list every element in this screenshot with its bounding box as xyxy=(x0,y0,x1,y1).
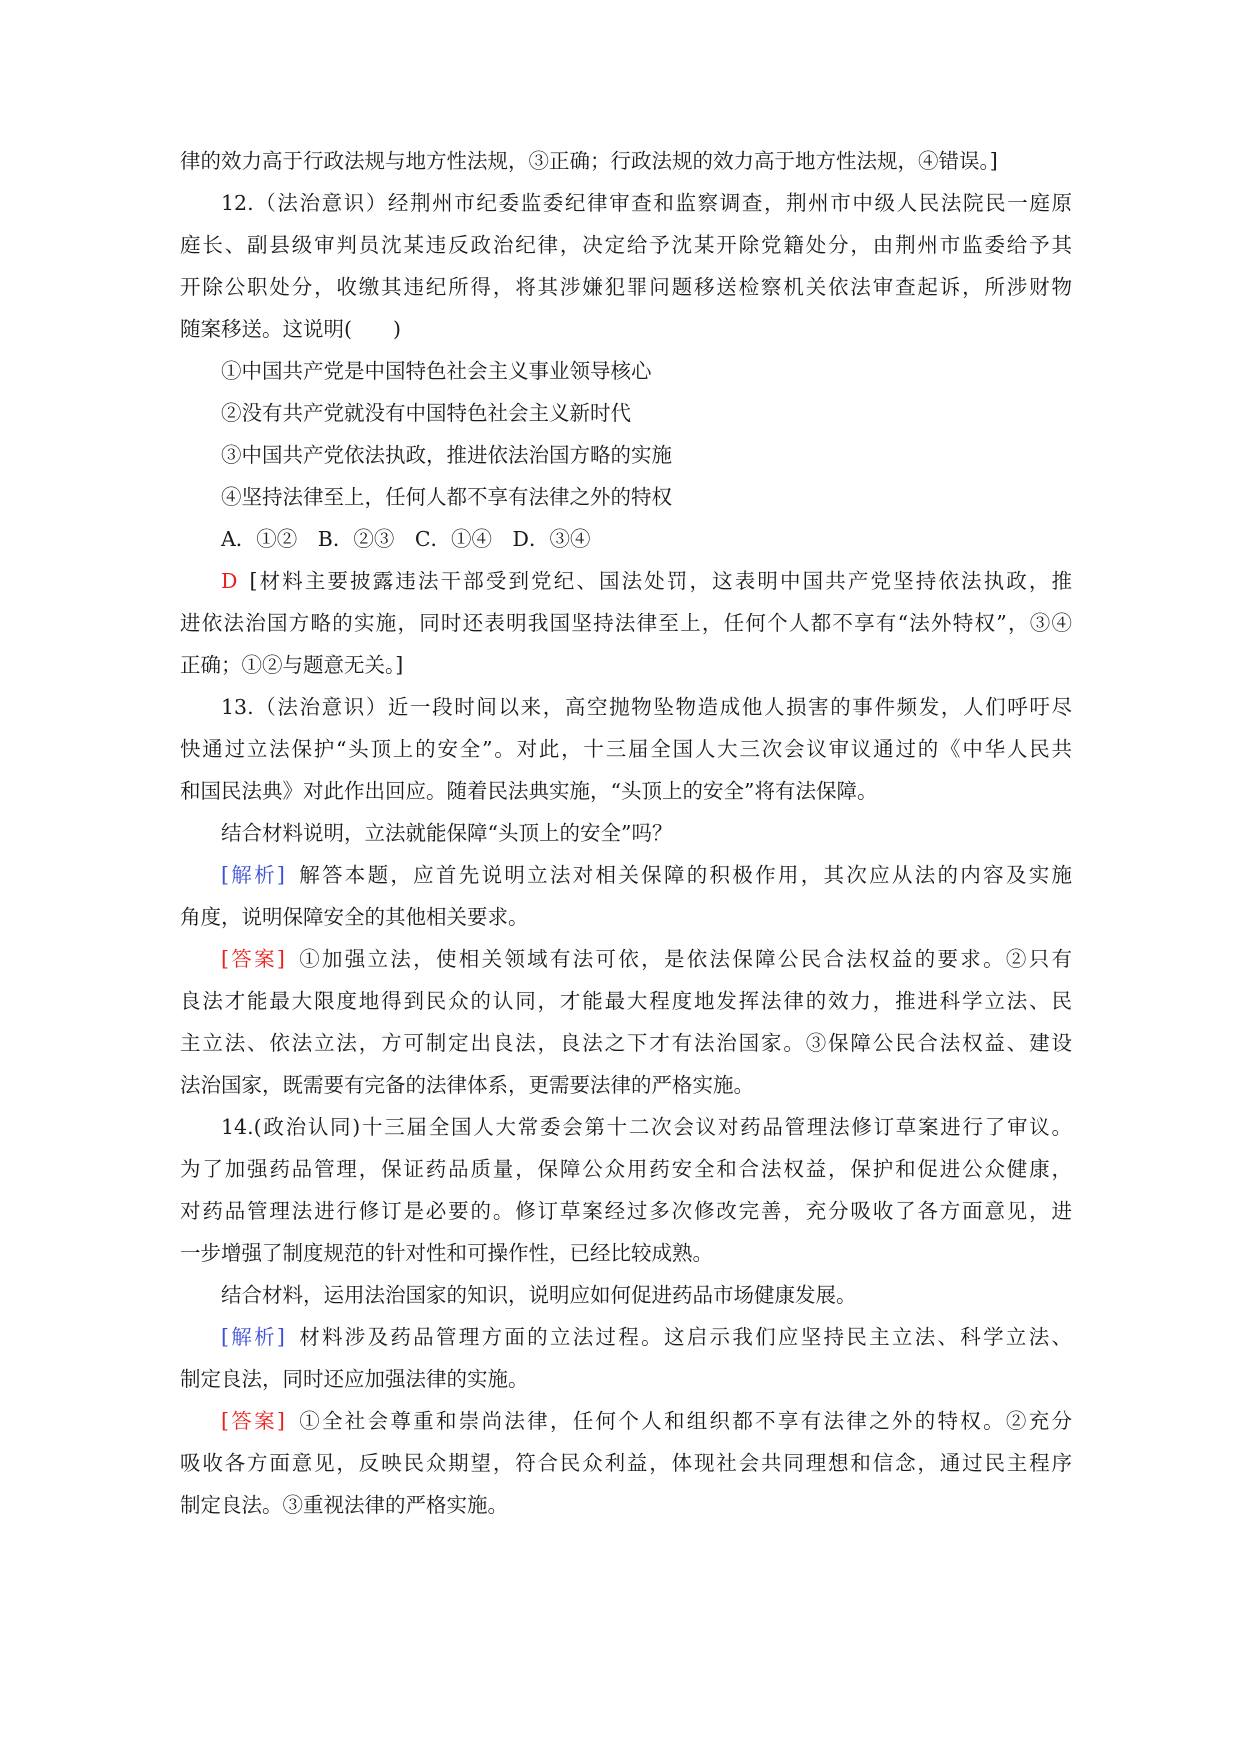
q14-answer-line-1 xyxy=(180,1400,1072,1442)
q14-analysis-text-1: 材料涉及药品管理方面的立法过程。这启示我们应坚持民主立法、科学立法、 xyxy=(296,1325,1072,1349)
question-14 xyxy=(180,1106,1072,1526)
q14-answer-line-2: 吸收各方面意见，反映民众期望，符合民众利益，体现社会共同理想和信念，通过民主程序 xyxy=(180,1451,1072,1475)
q12-stem-line-2: 庭长、副县级审判员沈某违反政治纪律，决定给予沈某开除党籍处分，由荆州市监委给予其 xyxy=(180,233,1072,257)
q14-analysis-line-1 xyxy=(180,1316,1072,1358)
q12-stem-line-1: 12.（法治意识）经荆州市纪委监委纪律审查和监察调查，荆州市中级人民法院民一庭原 xyxy=(221,191,1072,215)
q13-stem-line-2: 快通过立法保护“头顶上的安全”。对此，十三届全国人大三次会议审议通过的《中华人民共 xyxy=(180,737,1072,761)
q12-explanation-line-1 xyxy=(180,560,1072,602)
content-column xyxy=(180,140,1072,1526)
question-12 xyxy=(180,182,1072,686)
question-13 xyxy=(180,686,1072,1106)
q14-answer-text-1: ①全社会尊重和崇尚法律，任何个人和组织都不享有法律之外的特权。②充分 xyxy=(296,1409,1072,1433)
q14-analysis-line-2: 制定良法，同时还应加强法律的实施。 xyxy=(180,1367,529,1391)
q13-answer-tag: [答案] xyxy=(221,947,285,971)
q13-question: 结合材料说明，立法就能保障“头顶上的安全”吗？ xyxy=(221,821,673,845)
q13-answer-text-1: ①加强立法，使相关领域有法可依，是依法保障公民合法权益的要求。②只有 xyxy=(296,947,1072,971)
q14-answer-line-3: 制定良法。③重视法律的严格实施。 xyxy=(180,1493,508,1517)
q12-choices: A．①② B．②③ C．①④ D．③④ xyxy=(221,527,591,551)
q12-stem-line-3: 开除公职处分，收缴其违纪所得，将其涉嫌犯罪问题移送检察机关依法审查起诉，所涉财物 xyxy=(180,275,1072,299)
q12-option-1: ①中国共产党是中国特色社会主义事业领导核心 xyxy=(221,359,652,383)
q13-answer-line-3: 主立法、依法立法，方可制定出良法，良法之下才有法治国家。③保障公民合法权益、建设 xyxy=(180,1031,1072,1055)
q14-question: 结合材料，运用法治国家的知识，说明应如何促进药品市场健康发展。 xyxy=(221,1283,857,1307)
q14-stem-line-4: 一步增强了制度规范的针对性和可操作性，已经比较成熟。 xyxy=(180,1241,713,1265)
q13-stem-line-3: 和国民法典》对此作出回应。随着民法典实施，“头顶上的安全”将有法保障。 xyxy=(180,779,878,803)
q12-explanation-line-3: 正确；①②与题意无关。] xyxy=(180,653,404,677)
q12-answer-letter: D xyxy=(221,569,238,593)
q14-analysis-tag: [解析] xyxy=(221,1325,285,1349)
q12-option-2: ②没有共产党就没有中国特色社会主义新时代 xyxy=(221,401,631,425)
q12-option-3: ③中国共产党依法执政，推进依法治国方略的实施 xyxy=(221,443,672,467)
q13-answer-line-4: 法治国家，既需要有完备的法律体系，更需要法律的严格实施。 xyxy=(180,1073,754,1097)
q12-stem-line-4: 随案移送。这说明( ) xyxy=(180,317,401,341)
q14-answer-tag: [答案] xyxy=(221,1409,285,1433)
q13-answer-line-1 xyxy=(180,938,1072,980)
q13-analysis-line-1 xyxy=(180,854,1072,896)
q12-explanation-text-1: [材料主要披露违法干部受到党纪、国法处罚，这表明中国共产党坚持依法执政，推 xyxy=(249,569,1072,593)
q13-analysis-line-2: 角度，说明保障安全的其他相关要求。 xyxy=(180,905,529,929)
q13-analysis-tag: [解析] xyxy=(221,863,285,887)
q12-explanation-line-2: 进依法治国方略的实施，同时还表明我国坚持法律至上，任何个人都不享有“法外特权”，③④ xyxy=(180,611,1072,635)
q11-explanation-tail: 律的效力高于行政法规与地方性法规，③正确；行政法规的效力高于地方性法规，④错误。] xyxy=(180,149,998,173)
q13-stem-line-1: 13.（法治意识）近一段时间以来，高空抛物坠物造成他人损害的事件频发，人们呼吁尽 xyxy=(221,695,1072,719)
q14-stem-line-1: 14.(政治认同)十三届全国人大常委会第十二次会议对药品管理法修订草案进行了审议。 xyxy=(221,1115,1072,1139)
q14-stem-line-3: 对药品管理法进行修订是必要的。修订草案经过多次修改完善，充分吸收了各方面意见，进 xyxy=(180,1199,1072,1223)
q12-option-4: ④坚持法律至上，任何人都不享有法律之外的特权 xyxy=(221,485,672,509)
q13-analysis-text-1: 解答本题，应首先说明立法对相关保障的积极作用，其次应从法的内容及实施 xyxy=(296,863,1072,887)
q14-stem-line-2: 为了加强药品管理，保证药品质量，保障公众用药安全和合法权益，保护和促进公众健康， xyxy=(180,1157,1072,1181)
q13-answer-line-2: 良法才能最大限度地得到民众的认同，才能最大程度地发挥法律的效力，推进科学立法、民 xyxy=(180,989,1072,1013)
